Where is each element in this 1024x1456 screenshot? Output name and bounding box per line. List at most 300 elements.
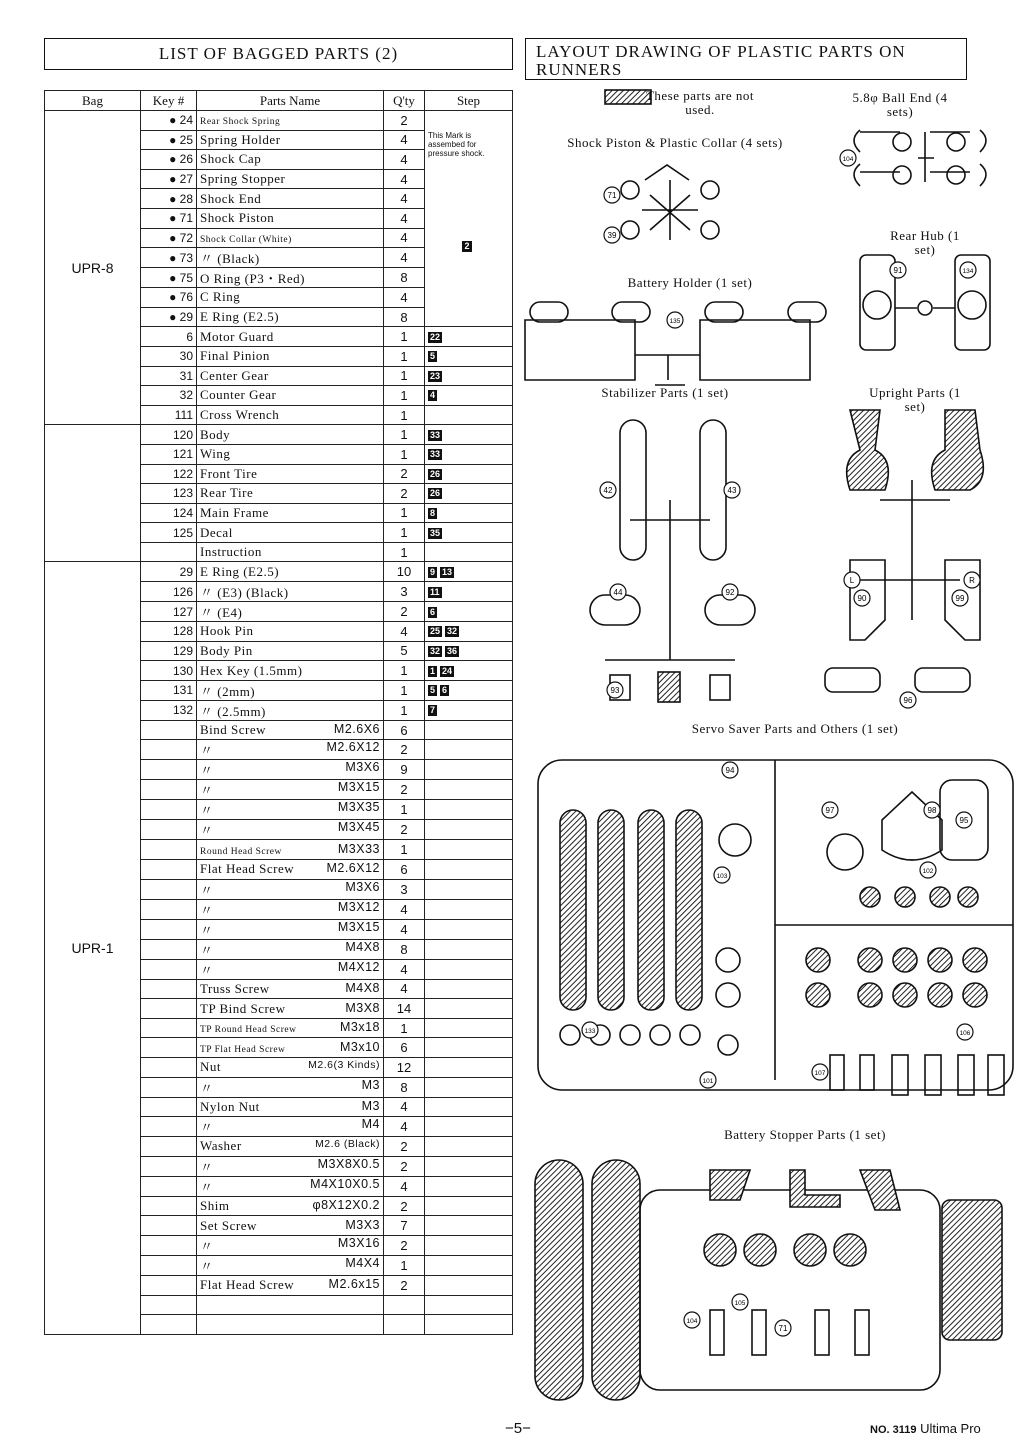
- part-number-text: 90: [857, 594, 867, 603]
- bagged-parts-table: [44, 90, 513, 1335]
- parts-name-cell: [197, 248, 384, 268]
- qty-cell: 1: [384, 386, 425, 406]
- parts-name-cell: [197, 1255, 384, 1275]
- parts-name-cell: [197, 523, 384, 543]
- qty-cell: 2: [384, 740, 425, 760]
- key-cell: [141, 1097, 197, 1117]
- parts-name: Rear Tire: [200, 485, 254, 501]
- qty-cell: 14: [384, 999, 425, 1019]
- parts-size: M3X15: [337, 919, 380, 934]
- table-row: [45, 111, 513, 131]
- table-row: [45, 425, 513, 445]
- parts-name-cell: [197, 879, 384, 899]
- parts-name-cell: [197, 288, 384, 308]
- key-cell: 130: [141, 661, 197, 681]
- key-cell: 32: [141, 386, 197, 406]
- parts-name: Nylon Nut: [200, 1098, 260, 1114]
- part-number-text: 102: [922, 868, 934, 875]
- key-cell: [141, 899, 197, 919]
- qty-cell: 4: [384, 919, 425, 939]
- parts-name: O Ring (P3・Red): [200, 271, 306, 287]
- key-cell: [141, 820, 197, 840]
- qty-cell: 2: [384, 484, 425, 504]
- key-cell: [141, 1058, 197, 1078]
- qty-cell: 1: [384, 503, 425, 523]
- key-cell: [141, 1255, 197, 1275]
- parts-name-cell: [197, 268, 384, 288]
- part-number-text: L: [849, 576, 855, 585]
- step-cell: [425, 860, 513, 880]
- parts-name: Center Gear: [200, 367, 269, 383]
- key-cell: ● 25: [141, 130, 197, 150]
- parts-size: M3X3: [345, 1217, 380, 1232]
- key-cell: 6: [141, 327, 197, 347]
- part-number-text: 43: [727, 486, 737, 495]
- parts-size: M2.6(3 Kinds): [308, 1059, 380, 1072]
- parts-name-cell: [197, 720, 384, 740]
- parts-name: 〃: [200, 942, 214, 958]
- key-cell: 121: [141, 444, 197, 464]
- part-number-text: 105: [734, 1300, 746, 1307]
- table-header-row: [45, 91, 513, 111]
- step-cell: [425, 780, 513, 800]
- step-cell: [425, 760, 513, 780]
- qty-cell: 1: [384, 523, 425, 543]
- parts-name: 〃: [200, 962, 214, 978]
- parts-name: Shim: [200, 1198, 230, 1214]
- parts-name: 〃: [200, 902, 214, 918]
- step-cell: [425, 1117, 513, 1137]
- key-cell: [141, 720, 197, 740]
- battery-stopper-runner: [535, 1160, 1002, 1400]
- qty-cell: 3: [384, 879, 425, 899]
- step-cell: [425, 820, 513, 840]
- parts-name-cell: [197, 366, 384, 386]
- rear-hub-label: Rear Hub (1 set): [890, 228, 960, 257]
- qty-cell: 4: [384, 169, 425, 189]
- step-badge: 35: [430, 527, 441, 538]
- parts-name: Motor Guard: [200, 328, 274, 344]
- parts-name: TP Flat Head Screw: [200, 1044, 286, 1055]
- qty-cell: 1: [384, 1255, 425, 1275]
- step-badge: 26: [430, 488, 441, 499]
- part-number-text: 44: [613, 588, 623, 597]
- key-cell: 120: [141, 425, 197, 445]
- key-cell: [141, 800, 197, 820]
- step-badge: 4: [430, 390, 436, 401]
- parts-name: Counter Gear: [200, 387, 277, 403]
- key-cell: [141, 760, 197, 780]
- step-cell: [425, 484, 513, 504]
- qty-cell: 1: [384, 700, 425, 720]
- parts-name-cell: [197, 1275, 384, 1295]
- part-number-text: 107: [814, 1070, 826, 1077]
- part-number-text: 95: [959, 816, 969, 825]
- qty-cell: 8: [384, 1077, 425, 1097]
- qty-cell: 1: [384, 542, 425, 562]
- parts-name: Spring Holder: [200, 131, 281, 147]
- qty-cell: 3: [384, 582, 425, 602]
- qty-cell: 12: [384, 1058, 425, 1078]
- shock-piston-runner: [621, 165, 719, 240]
- part-number-text: 101: [702, 1078, 714, 1085]
- part-number-text: R: [969, 576, 975, 585]
- parts-size: M3X15: [337, 780, 380, 795]
- parts-name: 〃: [200, 1179, 214, 1195]
- step-cell: [425, 542, 513, 562]
- step-cell: [425, 602, 513, 622]
- qty-cell: 6: [384, 1038, 425, 1058]
- parts-name: 〃: [200, 783, 214, 799]
- qty-cell: 2: [384, 820, 425, 840]
- key-cell: [141, 1196, 197, 1216]
- parts-name-cell: [197, 484, 384, 504]
- parts-size: M2.6X12: [326, 861, 380, 876]
- parts-name: 〃: [200, 922, 214, 938]
- key-cell: ● 24: [141, 111, 197, 131]
- step-badge: 6: [430, 606, 436, 617]
- step-cell: [425, 979, 513, 999]
- qty-cell: 1: [384, 444, 425, 464]
- parts-name-cell: [197, 169, 384, 189]
- parts-name-cell: [197, 346, 384, 366]
- parts-name-cell: [197, 150, 384, 170]
- parts-name-cell: [197, 602, 384, 622]
- key-cell: [141, 542, 197, 562]
- parts-name: Washer: [200, 1138, 242, 1154]
- step-cell: [425, 661, 513, 681]
- step-cell: [425, 327, 513, 347]
- parts-name-cell: [197, 425, 384, 445]
- step-badge: 13: [442, 566, 453, 577]
- header-parts-name: Parts Name: [197, 91, 384, 111]
- qty-cell: 10: [384, 562, 425, 582]
- parts-name: 〃 (2.5mm): [200, 703, 266, 719]
- step-cell: [425, 1295, 513, 1315]
- step-cell: [425, 899, 513, 919]
- qty-cell: 2: [384, 1196, 425, 1216]
- parts-size: M3x10: [339, 1039, 380, 1054]
- part-number-text: 42: [603, 486, 613, 495]
- parts-name-cell: [197, 1038, 384, 1058]
- parts-name-cell: [197, 228, 384, 248]
- upright-runner: [825, 410, 983, 692]
- part-number-text: 97: [825, 806, 835, 815]
- parts-name-cell: [197, 1097, 384, 1117]
- parts-name: Hex Key (1.5mm): [200, 662, 303, 678]
- parts-size: M3: [361, 1098, 380, 1113]
- parts-name: Spring Stopper: [200, 171, 286, 187]
- qty-cell: 1: [384, 327, 425, 347]
- bag-cell: UPR-8: [45, 111, 141, 425]
- parts-name: 〃: [200, 763, 214, 779]
- qty-cell: 8: [384, 939, 425, 959]
- key-cell: [141, 959, 197, 979]
- qty-cell: 6: [384, 720, 425, 740]
- key-cell: ● 26: [141, 150, 197, 170]
- parts-name: 〃 (E3) (Black): [200, 585, 289, 601]
- key-cell: [141, 1176, 197, 1196]
- key-cell: 128: [141, 622, 197, 642]
- qty-cell: 1: [384, 680, 425, 700]
- key-cell: ● 72: [141, 228, 197, 248]
- qty-cell: 2: [384, 111, 425, 131]
- key-cell: [141, 919, 197, 939]
- parts-name: Nut: [200, 1059, 221, 1075]
- parts-name: Body: [200, 426, 231, 442]
- parts-name: Body Pin: [200, 642, 253, 658]
- step-cell: [425, 444, 513, 464]
- parts-name: 〃: [200, 1120, 214, 1136]
- pressure-shock-note: This Mark is assembed for pressure shock.: [428, 131, 485, 158]
- part-number-text: 94: [725, 766, 735, 775]
- parts-name-cell: [197, 740, 384, 760]
- parts-name-cell: [197, 189, 384, 209]
- parts-name: 〃: [200, 1159, 214, 1175]
- parts-name: TP Bind Screw: [200, 1000, 286, 1016]
- parts-name-cell: [197, 1176, 384, 1196]
- parts-size: M3X12: [337, 899, 380, 914]
- parts-name: Front Tire: [200, 465, 258, 481]
- parts-name-cell: [197, 405, 384, 425]
- parts-size: M4: [361, 1117, 380, 1132]
- step-cell: [425, 562, 513, 582]
- step-cell: [425, 959, 513, 979]
- qty-cell: 4: [384, 228, 425, 248]
- parts-name: Set Screw: [200, 1217, 257, 1233]
- parts-size: M2.6 (Black): [315, 1138, 380, 1151]
- parts-name: 〃: [200, 882, 214, 898]
- qty-cell: 6: [384, 860, 425, 880]
- step-cell: [425, 366, 513, 386]
- key-cell: [141, 999, 197, 1019]
- qty-cell: 1: [384, 1018, 425, 1038]
- key-cell: 127: [141, 602, 197, 622]
- step-cell: [425, 425, 513, 445]
- parts-name-cell: [197, 800, 384, 820]
- key-cell: ● 28: [141, 189, 197, 209]
- parts-size: M3X6: [345, 879, 380, 894]
- parts-name: Flat Head Screw: [200, 1277, 295, 1293]
- part-number-text: 133: [584, 1028, 596, 1035]
- step-cell: [425, 1235, 513, 1255]
- parts-name: Bind Screw: [200, 722, 267, 738]
- bag-cell: [45, 425, 141, 562]
- parts-name: TP Round Head Screw: [200, 1025, 297, 1036]
- key-cell: ● 75: [141, 268, 197, 288]
- servo-saver-label: Servo Saver Parts and Others (1 set): [691, 721, 899, 736]
- step-badge: 25: [430, 626, 441, 637]
- parts-name: 〃: [200, 1080, 214, 1096]
- header-qty: Q'ty: [384, 91, 425, 111]
- qty-cell: 9: [384, 760, 425, 780]
- step-badge: 8: [430, 507, 436, 518]
- step-cell: [425, 1018, 513, 1038]
- step-cell: [425, 1255, 513, 1275]
- step-badge: 22: [430, 331, 441, 342]
- step-cell: [425, 1176, 513, 1196]
- parts-name: Shock Piston: [200, 210, 275, 226]
- parts-name-cell: [197, 860, 384, 880]
- qty-cell: 8: [384, 307, 425, 327]
- step-cell: [425, 1315, 513, 1335]
- key-cell: ● 76: [141, 288, 197, 308]
- model-number: NO. 3119: [870, 1424, 917, 1436]
- part-number-text: 134: [962, 268, 974, 275]
- parts-size: M4X12: [337, 959, 380, 974]
- step-cell: [425, 999, 513, 1019]
- qty-cell: 4: [384, 1097, 425, 1117]
- qty-cell: 4: [384, 959, 425, 979]
- parts-name-cell: [197, 1018, 384, 1038]
- step-cell: [425, 1156, 513, 1176]
- parts-size: M2.6X12: [326, 740, 380, 755]
- stabilizer-label: Stabilizer Parts (1 set): [601, 385, 729, 400]
- parts-name: E Ring (E2.5): [200, 563, 280, 579]
- step-cell: [425, 879, 513, 899]
- step-badge: 26: [430, 468, 441, 479]
- qty-cell: 4: [384, 189, 425, 209]
- parts-size: M3X6: [345, 760, 380, 775]
- step-badge: 5: [430, 685, 436, 696]
- step-cell: [425, 622, 513, 642]
- qty-cell: 2: [384, 1235, 425, 1255]
- step-cell: [425, 405, 513, 425]
- ball-end-runner: [854, 130, 986, 186]
- key-cell: 122: [141, 464, 197, 484]
- key-cell: [141, 1038, 197, 1058]
- bag-cell: UPR-1: [45, 562, 141, 1334]
- key-cell: [141, 1018, 197, 1038]
- qty-cell: 4: [384, 1176, 425, 1196]
- key-cell: [141, 879, 197, 899]
- step-badge: 32: [447, 626, 458, 637]
- parts-name-cell: [197, 1235, 384, 1255]
- step-badge: 36: [447, 645, 458, 656]
- step-badge: 9: [430, 566, 436, 577]
- key-cell: 30: [141, 346, 197, 366]
- parts-name-cell: [197, 386, 384, 406]
- key-cell: [141, 1077, 197, 1097]
- parts-name-cell: [197, 327, 384, 347]
- parts-name-cell: [197, 641, 384, 661]
- part-number-text: 104: [842, 156, 854, 163]
- parts-name-cell: [197, 1137, 384, 1157]
- parts-name-cell: [197, 503, 384, 523]
- part-number-text: 93: [610, 686, 620, 695]
- qty-cell: 2: [384, 1156, 425, 1176]
- parts-name-cell: [197, 1117, 384, 1137]
- step-cell: [425, 800, 513, 820]
- parts-name: 〃 (2mm): [200, 683, 256, 699]
- qty-cell: 1: [384, 800, 425, 820]
- parts-name-cell: [197, 111, 384, 131]
- key-cell: 131: [141, 680, 197, 700]
- step-cell: [425, 582, 513, 602]
- qty-cell: 1: [384, 425, 425, 445]
- parts-size: M3X8: [345, 1000, 380, 1015]
- step-cell: [425, 1097, 513, 1117]
- key-cell: 111: [141, 405, 197, 425]
- parts-name-cell: [197, 1315, 384, 1335]
- battery-stopper-label: Battery Stopper Parts (1 set): [724, 1127, 886, 1142]
- qty-cell: 4: [384, 248, 425, 268]
- parts-size: M3X16: [337, 1235, 380, 1250]
- parts-size: φ8X12X0.2: [312, 1198, 380, 1213]
- parts-name: 〃: [200, 1258, 214, 1274]
- step-badge: 6: [442, 685, 448, 696]
- legend-text: These parts are not used.: [645, 88, 755, 117]
- qty-cell: 4: [384, 150, 425, 170]
- step-cell: [425, 641, 513, 661]
- qty-cell: 5: [384, 641, 425, 661]
- qty-cell: 1: [384, 366, 425, 386]
- qty-cell: 1: [384, 405, 425, 425]
- stabilizer-runner: [590, 420, 755, 702]
- key-cell: 31: [141, 366, 197, 386]
- parts-name-cell: [197, 307, 384, 327]
- table-row: [45, 562, 513, 582]
- servo-saver-runner: [538, 760, 1013, 1095]
- qty-cell: 1: [384, 346, 425, 366]
- part-number-text: 99: [955, 594, 965, 603]
- parts-name-cell: [197, 760, 384, 780]
- parts-name-cell: [197, 780, 384, 800]
- qty-cell: 4: [384, 1117, 425, 1137]
- parts-name: Hook Pin: [200, 623, 254, 639]
- upright-label: Upright Parts (1 set): [869, 385, 961, 414]
- key-cell: 123: [141, 484, 197, 504]
- step-badge: 2: [464, 241, 470, 251]
- parts-name: 〃: [200, 743, 214, 759]
- parts-name-cell: [197, 1196, 384, 1216]
- parts-size: M3X45: [337, 820, 380, 835]
- parts-name: Cross Wrench: [200, 407, 280, 423]
- step-cell: [425, 740, 513, 760]
- parts-name: Instruction: [200, 544, 262, 560]
- step-badge: 33: [430, 449, 441, 460]
- part-number-text: 96: [903, 696, 913, 705]
- parts-size: M3X33: [337, 841, 380, 856]
- parts-name-cell: [197, 542, 384, 562]
- qty-cell: 4: [384, 288, 425, 308]
- step-badge: 7: [430, 705, 436, 716]
- step-cell: [425, 1196, 513, 1216]
- part-number-text: 92: [725, 588, 735, 597]
- qty-cell: 8: [384, 268, 425, 288]
- part-number-text: 104: [686, 1318, 698, 1325]
- key-cell: 126: [141, 582, 197, 602]
- parts-name-cell: [197, 208, 384, 228]
- part-number-text: 98: [927, 806, 937, 815]
- step-cell: [425, 1137, 513, 1157]
- parts-name: Rear Shock Spring: [200, 117, 281, 128]
- key-cell: [141, 1137, 197, 1157]
- qty-cell: 1: [384, 661, 425, 681]
- key-cell: 124: [141, 503, 197, 523]
- header-bag: Bag: [45, 91, 141, 111]
- parts-name: Truss Screw: [200, 980, 270, 996]
- qty-cell: [384, 1315, 425, 1335]
- runner-layout-title: LAYOUT DRAWING OF PLASTIC PARTS ON RUNNERS: [525, 38, 967, 80]
- parts-list-title: LIST OF BAGGED PARTS (2): [44, 38, 513, 70]
- part-number-text: 71: [778, 1324, 788, 1333]
- parts-name-cell: [197, 999, 384, 1019]
- step-cell: [425, 1058, 513, 1078]
- parts-name-cell: [197, 1156, 384, 1176]
- parts-name: E Ring (E2.5): [200, 309, 280, 325]
- step-cell: [425, 464, 513, 484]
